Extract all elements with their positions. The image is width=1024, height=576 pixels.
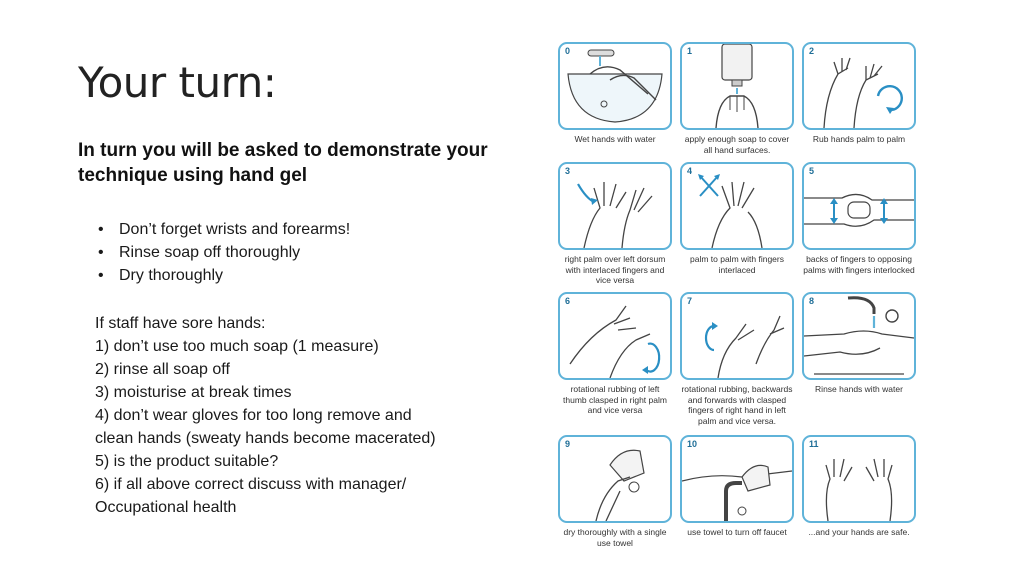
step-9	[558, 435, 672, 548]
step-number: 10	[687, 439, 698, 449]
list-item: • Dry thoroughly	[98, 264, 350, 287]
step-5	[802, 162, 916, 275]
interlaced-dorsum-icon	[560, 164, 670, 248]
step-3-illustration	[558, 162, 672, 250]
advice-line: 5) is the product suitable?	[95, 453, 279, 470]
step-caption: apply enough soap to cover all hand surfaces.	[684, 134, 790, 155]
step-6-illustration	[558, 292, 672, 380]
step-11-illustration	[802, 435, 916, 523]
step-1-illustration	[680, 42, 794, 130]
step-2-illustration	[802, 42, 916, 130]
step-caption: use towel to turn off faucet	[687, 527, 787, 537]
step-number: 4	[687, 166, 693, 176]
step-9-illustration	[558, 435, 672, 523]
advice-line: 6) if all above correct discuss with manager/	[95, 476, 407, 493]
step-number: 11	[809, 439, 819, 449]
step-7	[680, 292, 794, 426]
step-caption: rotational rubbing of left thumb clasped in right palm and vice versa	[563, 384, 667, 415]
advice-line: Occupational health	[95, 499, 237, 516]
advice-line: clean hands (sweaty hands become macerated)	[95, 430, 436, 447]
backs-of-fingers-icon	[804, 164, 914, 248]
step-2	[802, 42, 916, 145]
fingertip-rotation-icon	[682, 294, 792, 378]
step-caption: ...and your hands are safe.	[808, 527, 910, 537]
advice-line: 3) moisturise at break times	[95, 384, 292, 401]
step-caption: backs of fingers to opposing palms with fingers interlocked	[803, 254, 915, 275]
turn-off-faucet-icon	[682, 437, 792, 521]
handwashing-steps-grid	[556, 42, 916, 552]
fingers-interlaced-icon	[682, 164, 792, 248]
step-number: 6	[565, 296, 571, 306]
list-item: • Rinse soap off thoroughly	[98, 241, 350, 264]
advice-line: 4) don’t wear gloves for too long remove and	[95, 407, 412, 424]
advice-line: 1) don’t use too much soap (1 measure)	[95, 338, 379, 355]
step-caption: Rub hands palm to palm	[812, 134, 906, 144]
step-number: 9	[565, 439, 571, 449]
sore-hands-advice	[95, 312, 515, 519]
step-3	[558, 162, 672, 286]
step-caption: right palm over left dorsum with interlaced fingers and vice versa	[564, 254, 666, 285]
list-item: • Don’t forget wrists and forearms!	[98, 218, 350, 241]
reminder-list	[98, 218, 350, 287]
step-number: 5	[809, 166, 815, 176]
step-number: 1	[687, 46, 693, 56]
step-10	[680, 435, 794, 538]
step-0-illustration	[558, 42, 672, 130]
step-caption: palm to palm with fingers interlaced	[689, 254, 784, 275]
step-caption: Wet hands with water	[574, 134, 656, 144]
step-8	[802, 292, 916, 395]
step-10-illustration	[680, 435, 794, 523]
slide-subtitle: In turn you will be asked to demonstrate your technique using hand gel	[78, 140, 488, 186]
step-1	[680, 42, 794, 155]
step-7-illustration	[680, 292, 794, 380]
advice-line: 2) rinse all soap off	[95, 361, 230, 378]
step-5-illustration	[802, 162, 916, 250]
step-0	[558, 42, 672, 145]
step-caption: Rinse hands with water	[815, 384, 903, 394]
step-number: 8	[809, 296, 815, 306]
clean-hands-icon	[804, 437, 914, 521]
step-8-illustration	[802, 292, 916, 380]
step-4-illustration	[680, 162, 794, 250]
sore-hands-heading: If staff have sore hands:	[95, 315, 266, 332]
wet-hands-icon	[560, 44, 670, 128]
soap-dispenser-icon	[682, 44, 792, 128]
step-4	[680, 162, 794, 275]
palm-to-palm-icon	[804, 44, 914, 128]
step-11	[802, 435, 916, 538]
slide-title: Your turn:	[78, 58, 277, 107]
step-number: 3	[565, 166, 571, 176]
step-number: 0	[565, 46, 571, 56]
step-number: 7	[687, 296, 693, 306]
thumb-rotation-icon	[560, 294, 670, 378]
step-caption: dry thoroughly with a single use towel	[563, 527, 667, 548]
step-6	[558, 292, 672, 416]
step-number: 2	[809, 46, 815, 56]
rinse-hands-icon	[804, 294, 914, 378]
step-caption: rotational rubbing, backwards and forwards with clasped fingers of right hand in left palm and vice versa.	[681, 384, 793, 426]
towel-dry-icon	[560, 437, 670, 521]
